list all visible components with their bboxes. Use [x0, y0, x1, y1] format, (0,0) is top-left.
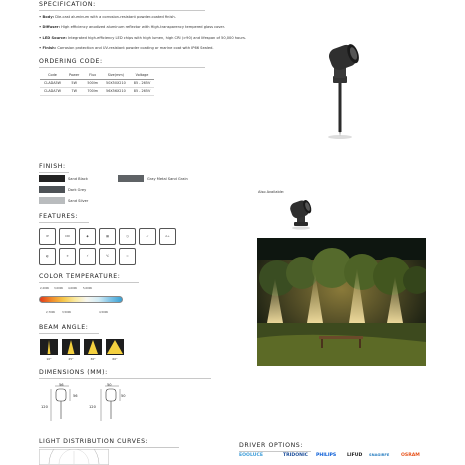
- dimension-height-label: 50: [121, 394, 126, 398]
- finish-label: Sand Silver: [68, 198, 89, 203]
- ordering-heading: ORDERING CODE:: [39, 58, 205, 65]
- ct-label-top: 2,200K: [40, 287, 50, 290]
- table-cell: 700lm: [83, 87, 102, 95]
- feature-icons-grid: [39, 228, 179, 265]
- finish-option-dark-grey: [39, 186, 86, 193]
- column-header: Power: [65, 71, 83, 79]
- temperature-icon: ℃: [99, 248, 116, 265]
- surge-icon: ⚡: [79, 248, 96, 265]
- beam-angle-label: 25°: [68, 357, 74, 361]
- application-garden-photo: [257, 238, 426, 366]
- dimension-drawing-1: [45, 383, 85, 423]
- table-cell: CLADA5W: [40, 79, 65, 87]
- beam-36-icon: [84, 339, 102, 355]
- also-available-product-image: [286, 198, 316, 230]
- finish-label: Sand Black: [68, 176, 88, 181]
- table-cell: CLADA7W: [40, 87, 65, 95]
- finish-label: Dark Grey: [68, 187, 87, 192]
- driver-logo-tridonic: TRIDONIC: [283, 453, 309, 458]
- color-temperature-heading: COLOR TEMPERATURE:: [39, 273, 139, 280]
- polar-distribution-chart: [39, 449, 109, 465]
- finish-label: Gray Metal Sand Grain: [147, 176, 188, 181]
- dimensions-heading: DIMENSIONS (MM):: [39, 369, 211, 376]
- spec-item: • LED Source: Integrated high-efficiency LED chips with high lumen, high CRI (>90) and lifespan of 50,000 hours.: [39, 35, 247, 40]
- column-header: Flux: [83, 71, 102, 79]
- table-cell: 85 - 265V: [130, 79, 155, 87]
- color-temperature-gradient-bar: [39, 296, 123, 303]
- spec-item: • Body: Die-cast aluminum with a corrosion-resistant powder-coated finish.: [39, 15, 176, 19]
- table-header-row: [40, 71, 154, 79]
- ip-rating-icon: IP: [39, 228, 56, 245]
- dimension-width-label: 56: [59, 383, 64, 387]
- table-cell: 56X56X210: [102, 87, 130, 95]
- finish-swatch: [39, 175, 65, 182]
- dimension-width-label: 50: [107, 383, 112, 387]
- lifespan-icon: ◷: [119, 228, 136, 245]
- beam-25-icon: [62, 339, 80, 355]
- ct-label-top: 4,000K: [68, 287, 78, 290]
- beam-60-icon: [106, 339, 124, 355]
- flicker-free-icon: ≈: [119, 248, 136, 265]
- finish-option-sand-silver: [39, 197, 88, 204]
- dimension-total-label: 120: [89, 405, 96, 409]
- finish-swatch: [118, 175, 144, 182]
- beam-10-icon: [40, 339, 58, 355]
- product-spotlight-image: [318, 40, 362, 140]
- driver-options-heading: DRIVER OPTIONS:: [239, 442, 311, 449]
- ordering-table: [40, 71, 154, 96]
- dimension-drawing-2: [95, 383, 135, 423]
- outdoor-icon: ☀: [59, 248, 76, 265]
- table-cell: 7W: [65, 87, 83, 95]
- warranty-icon: ✓: [139, 228, 156, 245]
- driver-logo-eooluce: EOOLUCE: [239, 453, 263, 458]
- driver-logo-snagirfe: SNAGIRFE: [369, 453, 390, 457]
- column-header: Voltage: [130, 71, 155, 79]
- beam-angle-label: 60°: [112, 357, 118, 361]
- beam-angle-heading: BEAM ANGLE:: [39, 324, 99, 331]
- driver-logo-lifud: LIFUD: [347, 453, 363, 458]
- beam-angle-label: 36°: [90, 357, 96, 361]
- energy-class-icon: A+: [159, 228, 176, 245]
- finish-swatch: [39, 186, 65, 193]
- table-cell: 85 - 265V: [130, 87, 155, 95]
- dimension-total-label: 120: [41, 405, 48, 409]
- finish-option-sand-black: [39, 175, 88, 182]
- durability-icon: ◆: [79, 228, 96, 245]
- specification-list: [39, 12, 324, 54]
- chip-icon: ▦: [99, 228, 116, 245]
- also-available-label: Also Available:: [258, 190, 285, 194]
- finish-heading: FINISH:: [39, 163, 69, 170]
- finish-swatch: [39, 197, 65, 204]
- table-row: [40, 79, 154, 87]
- driver-logo-osram: OSRAM: [401, 453, 420, 458]
- spec-item: • Diffuser: High efficiency anodized aluminum reflector with High-transparency tempered glass cover.: [39, 25, 225, 30]
- hi-cri-icon: CRI: [59, 228, 76, 245]
- driver-logo-philips: PHILIPS: [316, 453, 337, 458]
- table-cell: 5W: [65, 79, 83, 87]
- column-header: Code: [40, 71, 65, 79]
- column-header: Size(mm): [102, 71, 130, 79]
- features-heading: FEATURES:: [39, 213, 89, 220]
- spec-item: • Finish: Corrosion protection and UV-resistant powder coating or marine coat with IP66 Sealed.: [39, 46, 214, 51]
- ct-label-bottom: 3,500K: [62, 311, 72, 314]
- table-cell: 50X50X210: [102, 79, 130, 87]
- ct-label-bottom: 2,700K: [46, 311, 56, 314]
- specification-heading: SPECIFICATION:: [39, 1, 205, 8]
- beam-angle-label: 10°: [46, 357, 52, 361]
- light-distribution-heading: LIGHT DISTRIBUTION CURVES:: [39, 438, 179, 445]
- dimmable-icon: ◐: [39, 248, 56, 265]
- finish-option-gray-metal: [118, 175, 188, 182]
- ct-label-top: 5,000K: [83, 287, 93, 290]
- ct-label-bottom: 4,500K: [99, 311, 109, 314]
- dimension-height-label: 56: [73, 394, 78, 398]
- ct-label-top: 3,000K: [54, 287, 64, 290]
- table-row: [40, 87, 154, 95]
- table-cell: 500lm: [83, 79, 102, 87]
